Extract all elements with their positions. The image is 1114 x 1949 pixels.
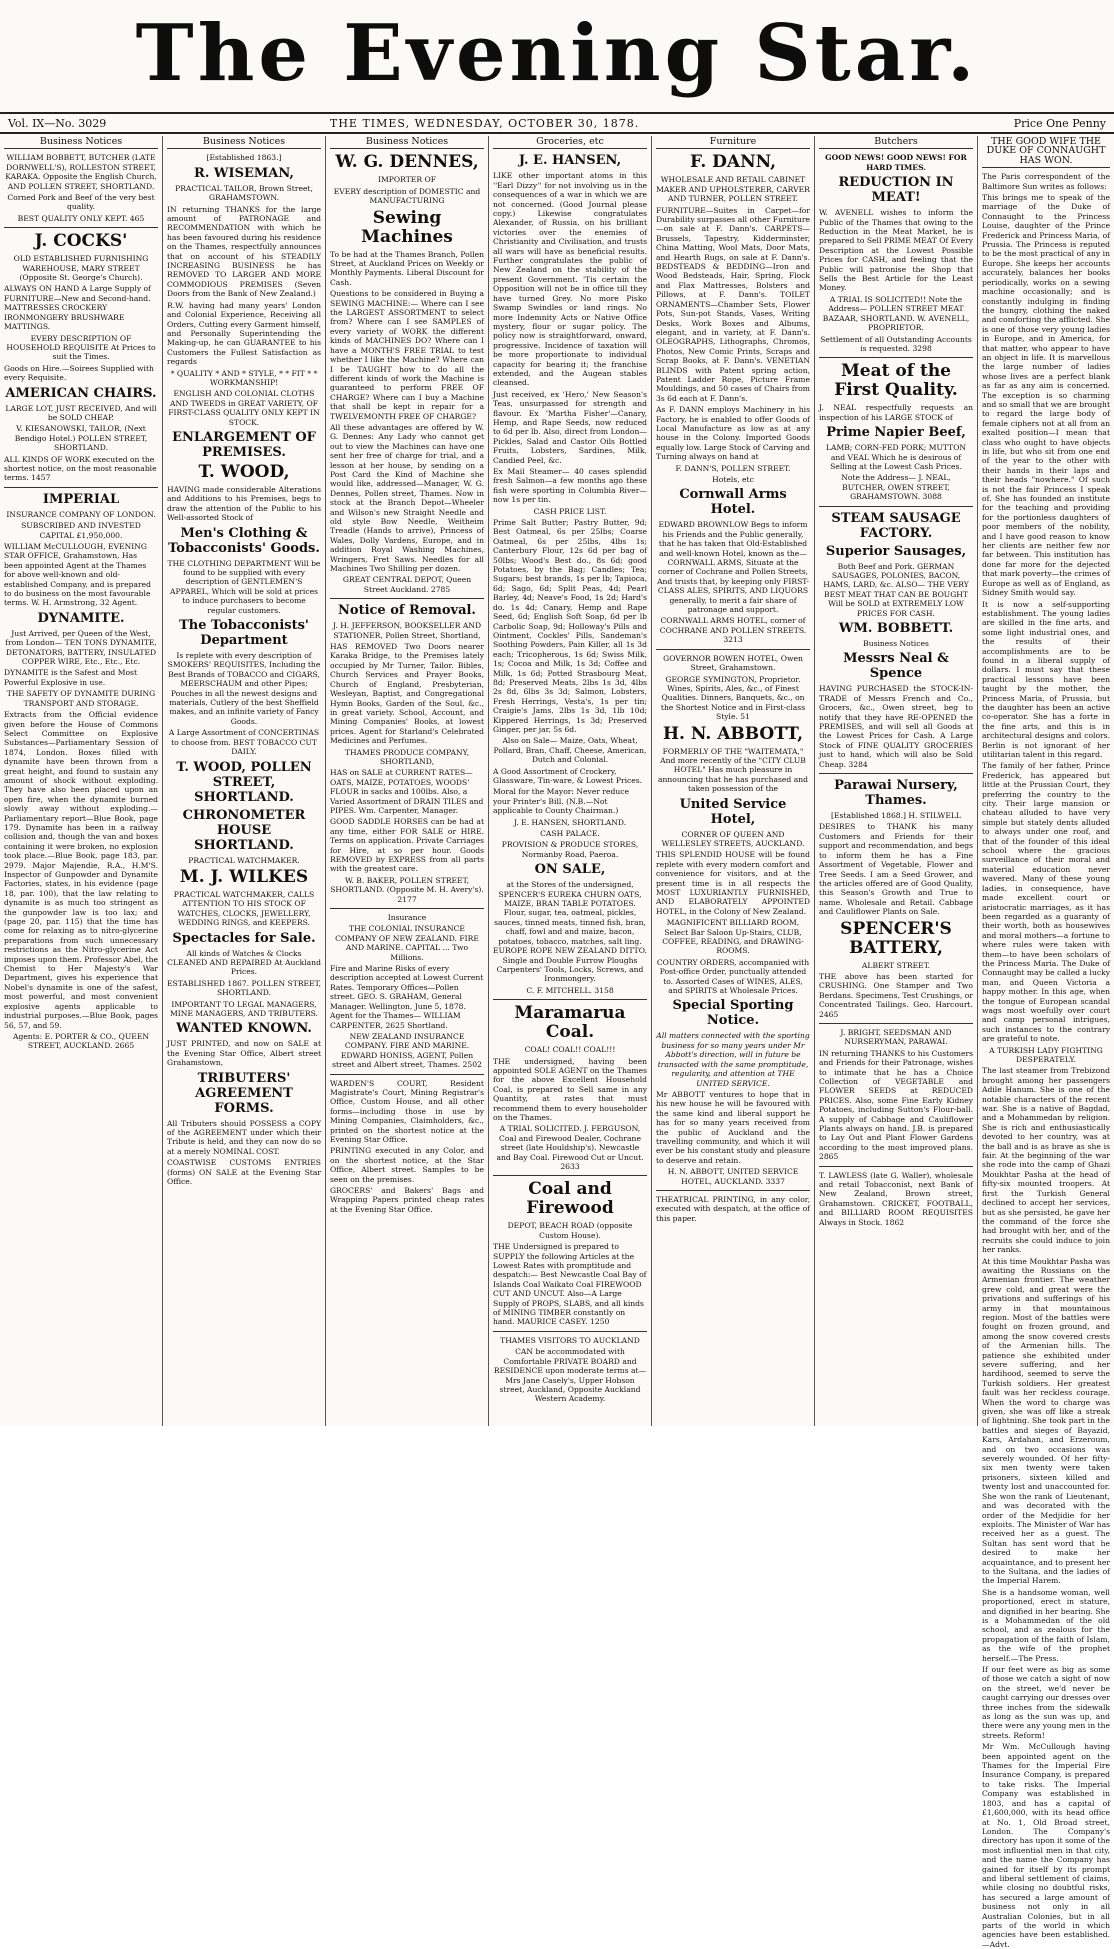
advertisement-text: FURNITURE—Suites in Carpet—for Durability surpasses all other Furniture—on sale at F. Dann's. CARPETS—Brussels, Tapestry, Kidderminster, China Matting, Wool Mats, Door Mats, and Hearth Rugs, on sale at F. Dann's. BEDSTEADS & BEDDING—Iron and Wood Bedsteads, Hair, Spring, Flock and Flax Mattresses, Bolsters and Pillows, at F. Dann's. TOILET ORNAMENTS—Chamber Sets, Flower Pots, Sun-pot Stands, Vases, Writing Desks, Work Boxes and Albums, elegant, and in variety, at F. Dann's. OLEOGRAPHS, Lithographs, Chromos, Photos, New Comic Prints, Scraps and Scrap Books, at F. Dann's. VENETIAN BLINDS with Patent spring action, Patent Ladder Rope, Picture Frame Mouldings, and 50 cases of Chairs from 3s 6d each at F. Dann's. [656, 205, 810, 403]
advertisement-text: [Established 1868.] H. STILWELL [831, 811, 961, 821]
advertisement-text: T. WOOD, [198, 461, 290, 482]
advertisement-text: Men's Clothing & Tobacconists' Goods. [168, 525, 320, 556]
advertisement-text: Insurance [387, 913, 427, 923]
advertisement-text: OLD ESTABLISHED FURNISHING WAREHOUSE, MARY STREET (Opposite St. George's Church). [13, 254, 149, 283]
advertisement-text: Special Sporting Notice. [672, 998, 794, 1029]
advertisement-text: J. H. JEFFERSON, BOOKSELLER AND STATIONER, Pollen Street, Shortland, [332, 621, 482, 640]
column-heading: Groceries, etc [493, 136, 647, 149]
advertisement-text: Hotels, etc [712, 475, 754, 484]
advertisement-text: R. WISEMAN, [194, 165, 294, 181]
advertisement-text: To be had at the Thames Branch, Pollen Street, at Auckland Prices on Weekly or Monthly Payments. Liberal Discount for Cash. [330, 249, 484, 287]
columns [0, 136, 1114, 1949]
advertisement-text: THE Undersigned is prepared to SUPPLY the following Articles at the Lowest Rates with promptitude and despatch:— Best Newcastle Coal Bay of Islands Coal Waikato Coal FIREWOOD CUT AND UNCUT. Also—A Large Supply of PROPS, SLABS, and all kinds of MINING TIMBER constantly on hand. MAURICE CASEY. 1250 [493, 1242, 647, 1327]
advertisement-text: It is now a self-supporting establishment. The young ladies are skilled in the fine arts, and some light industrial ones, and the results of their accomplishments are to be found in a liberal supply of dollars. I must say that these practical lessons have been taught by the mother, the Princess Maria, of Prussia, but the daughter has been an active co-operator. She has a forte in the fine arts, and this is in architectural designs and colors. Berlin is not ignorant of her utilitarian talent in this regard. [982, 599, 1110, 759]
advertisement-text: IMPORTANT TO LEGAL MANAGERS, MINE MANAGERS, AND TRIBUTERS. [170, 999, 318, 1018]
advertisement-text: A Good Assortment of Crockery, Glassware, Tin-ware, & Lowest Prices. [493, 766, 643, 785]
advertisement-text: CASH PRICE LIST. [533, 506, 607, 516]
advertisement-text: WM. BOBBETT. [838, 621, 954, 636]
advertisement-text: THIS SPLENDID HOUSE will be found replete with every modern comfort and convenience for visitors, and at the present time is in all respects the MOST LUXURIANTLY FURNISHED, AND ELABORATELY APPOINTED HOTEL, in the Colony of New Zealand. [656, 850, 810, 916]
advertisement-text: ON SALE, [534, 862, 606, 878]
advertisement-text: A TRIAL SOLICITED. J. FERGUSON, Coal and Firewood Dealer, Cochrane street (late Houldship's). Newcastle and Bay Coal. Firewood Cut or Uncut. 2633 [496, 1124, 644, 1171]
advertisement-text: * QUALITY * AND * STYLE, * * FIT * * WORKMANSHIP! [170, 368, 318, 387]
advertisement-text: CAN be accommodated with Comfortable PRIVATE BOARD and RESIDENCE upon moderate terms at— Mrs Jane Casely's, Upper Hobson street, Auckland, Opposite Auckland Western Academy. [493, 1347, 647, 1404]
advertisement-text: Goods on Hire.—Soirees Supplied with every Requisite. [4, 363, 154, 383]
advertisement-text: J. E. HANSEN, [518, 153, 622, 169]
advertisement-text: HAS REMOVED Two Doors nearer Karaka Bridge, to the Premises lately occupied by Mr Turner, Tailor. Bibles, Church Services and Prayer Books, Church of England, Presbyterian, Wesleyan, Baptist, and Congregational Hymn Books, Garden of the Soul, &c., in great variety. School, Account, and Mining Companies' Books, at lowest prices. Agent for Starland's Celebrated Medicines and Perfumes. [330, 642, 484, 746]
advertisement-text: LARGE LOT, JUST RECEIVED, And will be SOLD CHEAP. [5, 403, 157, 422]
divider [819, 1023, 973, 1024]
advertisement-text: HAVING made considerable Alterations and Additions to his Premises, begs to draw the attention of the Public to his Well-assorted Stock of [167, 484, 321, 523]
column-7 [978, 136, 1114, 1949]
column-2 [163, 136, 326, 1426]
advertisement-text: ALWAYS ON HAND A Large Supply of FURNITURE—New and Second-hand. MATTRESSES CROCKERY IRONMONGERY BRUSHWARE MATTINGS. [4, 284, 151, 332]
advertisement-text: The last steamer from Trebizond brought among her passengers Adile Hanum. She is one of the notable characters of the recent war. She is a native of Bagdad, and a Mohammedan by religion. She is rich and enthusiastically devoted to her country, was at the ball and is as brave as she is fair. At the beginning of the war she rode into the camp of Ghazi Moukhtar Pasha at the head of fifty-six mounted troopers. At first the Turkish General declined to accept her services, but as she persisted, he gave her the command of the force she had brought with her, and of the recruits she could induce to join her ranks. [982, 1066, 1110, 1255]
advertisement-text: LIKE other important atoms in this ''Earl Dizzy'' for not involving us in the consequences of a war in which we are not concerned. (Good Journal please copy.) Likewise congratulates Alexander, of Russia, on his brilliant victories over the enemies of Christianity and Civilisation, and trusts all wars will have as beneficial results. Further congratulates the public of New Zealand on the stability of the present Government. 'Tis certain the Opposition will not be in office till they have turned Grey. No more Pisko Swamp Swindles or land rings. No more Indemnity Acts or Native Office mystery, flour or sugar policy. The policy now is straightforward, onward, progressive. Incidence of taxation will be more proportionate to individual capacity for bearing it; the franchise extended, and the Augean stables cleansed. [493, 171, 647, 388]
divider [819, 357, 973, 358]
masthead [0, 0, 1114, 100]
advertisement-text: COASTWISE CUSTOMS ENTRIES (forms) ON SALE at the Evening Star Office. [167, 1158, 321, 1187]
advertisement-text: J. NEAL respectfully requests an inspection of his LARGE STOCK of [819, 403, 973, 422]
advertisement-text: COAL! COAL!! COAL!!! [524, 1045, 616, 1055]
advertisement-text: LAMB; CORN-FED PORK; MUTTON and VEAL Which he is desirous of Selling at the Lowest Cash Prices. [825, 443, 967, 471]
column-heading: THE GOOD WIFE THE DUKE OF CONNAUGHT HAS WON. [982, 136, 1110, 168]
advertisement-text: THE undersigned, having been appointed SOLE AGENT on the Thames for the above Excellent Household Coal, is prepared to Sell same in any Quantity, at rates that must recommend them to every householder on the Thames. [493, 1056, 647, 1122]
advertisement-text: DESIRES to THANK his many Customers and Friends for their support and recommendation, and begs to inform them he has a Fine Assortment of Vegetable, Flower and Tree Seeds. I am a Seed Grower, and the articles offered are of Good Quality, this Season's Growth and True to name. Wholesale and Retail. Cabbage and Cauliflower Plants on Sale. [819, 822, 973, 917]
advertisement-text: Is replete with every description of SMOKERS' REQUISITES, Including the Best Brands of TOBACCO and CIGARS, MEERSCHAUM and other Pipes; Pouches in all the newest designs and materials, Cutlery of the best Sheffield makes, and an infinite variety of Fancy Goods. [167, 651, 321, 726]
advertisement-text: ENLARGEMENT OF PREMISES. [172, 429, 316, 460]
advertisement-text: A TRIAL IS SOLICITED!! Note the Address— POLLEN STREET MEAT BAZAAR, SHORTLAND. W. AVENELL, PROPRIETOR. [822, 294, 970, 333]
dateline [0, 112, 1114, 134]
advertisement-text: WILLIAM McCULLOUGH, EVENING STAR OFFICE, Grahamstown, Has been appointed Agent at the Thames for above well-known and old-established Company, and is prepared to do business on the most favourable terms. W. H. Armstrong, 32 Agent. [4, 542, 152, 608]
price: Price One Penny [1013, 117, 1106, 130]
advertisement-text: Coal and Firewood [526, 1179, 614, 1219]
advertisement-text: J. BRIGHT, SEEDSMAN AND NURSERYMAN, PARAWAI. [840, 1027, 952, 1047]
advertisement-text: DYNAMITE is the Safest and Most Powerful Explosive in use. [4, 668, 138, 687]
divider [493, 1331, 647, 1332]
advertisement-text: W. B. BAKER, POLLEN STREET, SHORTLAND. (Opposite M. H. Avery's). 2177 [330, 875, 484, 904]
advertisement-text: ALBERT STREET. [861, 960, 931, 970]
advertisement-text: Meat of the First Quality. [834, 361, 958, 401]
advertisement-text: THAMES PRODUCE COMPANY, SHORTLAND, [344, 747, 470, 766]
advertisement-text: All matters connected with the sporting business for so many years under Mr Abbott's direction, will in future be transacted with the same promptitude, regularity, and attention at THE UNITED SERVICE. [656, 1031, 810, 1088]
advertisement-text: STEAM SAUSAGE FACTORY. [831, 510, 961, 541]
advertisement-text: WHOLESALE AND RETAIL CABINET MAKER AND UPHOLSTERER, CARVER AND TURNER, POLLEN STREET. [656, 175, 810, 204]
advertisement-text: ENGLISH AND COLONIAL CLOTHS AND TWEEDS in GREAT VARIETY, OF FIRST-CLASS QUALITY ONLY KEPT IN STOCK. [168, 389, 320, 427]
advertisement-text: All Tributers should POSSESS a COPY of the AGREEMENT under which their Tribute is held, and they can now do so at a merely NOMINAL COST. [167, 1118, 321, 1156]
advertisement-text: IMPORTER OF [378, 175, 436, 185]
advertisement-text: HAS on SALE at CURRENT RATES— OATS, MAIZE, POTATOES, WOODS' FLOUR in sacks and 100lbs. Also, a Varied Assortment of DRAIN TILES and PIPES. Wm. Carpenter, Manager. [330, 768, 484, 815]
advertisement-text: THE above has been started for CRUSHING. One Stamper and Two Berdans. Specimens, Test Crushings, or Concentrated Tailings. Geo. Harcourt. 2465 [819, 971, 973, 1019]
advertisement-text: Mr ABBOTT ventures to hope that in his new house he will be favoured with the same kind and liberal support he has for so many years received from the public of Auckland and the travelling community, and which it will ever be his constant study and pleasure to deserve and retain. [656, 1089, 810, 1165]
column-4 [489, 136, 652, 1426]
advertisement-text: PRINTING executed in any Color, and on the shortest notice, at the Star Office, Albert street. Samples to be seen on the premises. [330, 1146, 484, 1184]
advertisement-text: Business Notices [863, 639, 929, 648]
advertisement-text: As F. DANN employs Machinery in his Factory, he is enabled to offer Goods of Local Manufacture as low as at any house in the Colony. Imported Goods equally low. Large Stock of Carving and Turning always on hand at [656, 405, 810, 462]
advertisement-text: H. N. ABBOTT, [663, 723, 803, 744]
advertisement-text: IMPERIAL [42, 491, 120, 507]
advertisement-text: HAVING PURCHASED the STOCK-IN-TRADE of Messrs French and Co., Grocers, &c., Owen street, beg to notify that they have RE-OPENED the PREMISES, and will sell all Goods at the Lowest Prices for Cash. A Large Stock of FINE QUALITY GROCERIES just to hand, which will also be Sold Cheap. 3284 [819, 684, 973, 769]
advertisement-text: WILLIAM BOBBETT, BUTCHER (LATE DORNWELL'S), ROLLESTON STREET, KARAKA. Opposite the English Church, AND POLLEN STREET, SHORTLAND. [5, 153, 157, 191]
advertisement-text: PRACTICAL TAILOR, Brown Street, GRAHAMSTOWN. [175, 183, 313, 203]
advertisement-text: W. G. DENNES, [335, 152, 479, 173]
advertisement-text: Parawai Nursery, Thames. [834, 778, 958, 809]
advertisement-text: Just received, ex 'Hero,' New Season's Teas, unsurpassed for strength and flavour. Ex 'Martha Fisher'—Canary, Hemp, and Rape Seeds, now reduced to 6d per lb. Also, direct from London—Pickles, Salad and Castor Oils Bottled Fruits, Lobsters, Sardines, Milk, Candied Peel, &c. [493, 389, 647, 465]
advertisement-text: GEORGE SYMINGTON, Proprietor. Wines, Spirits, Ales, &c., of Finest Qualities. Dinners, Banquets, &c., on the Shortest Notice and in First-class Style. 51 [660, 674, 806, 722]
advertisement-text: EVERY DESCRIPTION OF HOUSEHOLD REQUISITE At Prices to suit the Times. [6, 333, 156, 362]
advertisement-text: CORNER OF QUEEN AND WELLESLEY STREETS, AUCKLAND. [661, 829, 805, 848]
advertisement-text: REDUCTION IN MEAT! [838, 175, 954, 206]
divider [330, 1074, 484, 1075]
advertisement-text: at the Stores of the undersigned, SPENCER'S EUREKA CHURN OATS, MAIZE, BRAN TABLE POTATOES. Flour, sugar, tea, oatmeal, pickles, sauces, tinned meats, tinned fish, bran, chaff, fowl and and maize, bacon, potatoes, tobacco, matches, salt ling. EUROPE ROPE NEW ZEALAND DITTO. Single and Double Furrow Ploughs Carpenters' Tools, Locks, Screws, and Ironmongery. [493, 880, 647, 984]
advertisement-text: Also on Sale— Maize, Oats, Wheat, Pollard, Bran, Chaff, Cheese, American, Dutch and Colonial. [493, 736, 647, 765]
divider [819, 1166, 973, 1167]
advertisement-text: ALL KINDS OF WORK executed on the shortest notice, on the most reasonable terms. 1457 [4, 454, 157, 483]
advertisement-text: Ex Mail Steamer— 40 cases splendid fresh Salmon—a few months ago these fish were sporting in Columbia River—now 1s per tin. [493, 467, 647, 505]
advertisement-text: GOOD SADDLE HORSES can be had at any time, either FOR SALE or HIRE. Terms on application. Private Carriages for Hire, at so per hour. Goods REMOVED by EXPRESS from all parts with the greatest care. [330, 817, 484, 874]
advertisement-text: Cornwall Arms Hotel. [679, 487, 787, 518]
divider [330, 598, 484, 599]
advertisement-text: A Large Assortment of CONCERTINAS to choose from. BEST TOBACCO CUT DAILY. [168, 728, 320, 757]
advertisement-text: NEW ZEALAND INSURANCE COMPANY. FIRE AND MARINE. EDWARD HONISS, AGENT, Pollen street and Albert street, Thames. 2502 [332, 1031, 482, 1070]
advertisement-text: Just Arrived, per Queen of the West, from London— TEN TONS DYNAMITE, DETONATORS, BATTERY, INSULATED COPPER WIRE, Etc., Etc., Etc. [5, 628, 157, 667]
advertisement-text: THE COLONIAL INSURANCE COMPANY OF NEW ZEALAND. FIRE AND MARINE. CAPITAL ... Two Millions. [335, 924, 479, 962]
advertisement-text: Corned Pork and Beef of the very best quality. [7, 193, 155, 212]
divider [656, 649, 810, 650]
advertisement-text: COUNTRY ORDERS, accompanied with Post-office Order, punctually attended to. Assorted Cases of WINES, ALES, and SPIRITS at Wholesale Prices. [656, 957, 810, 996]
divider [493, 1175, 647, 1176]
advertisement-text: T. WOOD, POLLEN STREET, SHORTLAND. [176, 759, 312, 805]
advertisement-text: INSURANCE COMPANY OF LONDON. [6, 509, 156, 519]
divider [4, 227, 158, 228]
advertisement-text: The Paris correspondent of the Baltimore Sun writes as follows: [982, 172, 1110, 191]
advertisement-text: Fire and Marine Risks of every description accepted at Lowest Current Rates. Temporary Offices—Pollen street. GEO. S. GRAHAM, General Manager. Wellington, June 5, 1878. Agent for the Thames— WILLIAM CARPENTER, 2625 Shortland. [330, 964, 484, 1030]
advertisement-text: T. LAWLESS (late G. Waller), wholesale and retail Tobacconist, next Bank of New Zealand, Brown street, Grahamstown. CRICKET, FOOTBALL, and BILLIARD ROOM REQUISITES Always in Stock. 1862 [819, 1170, 973, 1227]
advertisement-text: W. AVENELL wishes to inform the Public of the Thames that owing to the Reduction in the Meat Market, he is prepared to Sell PRIME MEAT Of Every Description at the Lowest Possible Prices for CASH, and feeling that the Public will patronise the Shop that Sells the Best Article for the Least Money. [819, 208, 973, 293]
advertisement-text: WARDEN'S COURT, Resident Magistrate's Court, Mining Registrar's Office, Custom House, and all other forms—including those in use by Mining Companies, Claimholders, &c., printed on the shortest notice at the Evening Star Office. [330, 1078, 484, 1144]
advertisement-text: United Service Hotel, [679, 796, 787, 827]
advertisement-text: WANTED KNOWN. [176, 1021, 312, 1037]
advertisement-text: JUST PRINTED, and now on SALE at the Evening Star Office, Albert street Grahamstown, [167, 1039, 321, 1068]
column-heading: Business Notices [4, 136, 158, 149]
column-6 [815, 136, 978, 1426]
advertisement-text: ESTABLISHED 1867. POLLEN STREET, SHORTLAND. [167, 978, 321, 998]
advertisement-text: The Tobacconists' Department [179, 618, 309, 649]
advertisement-text: GOVERNOR BOWEN HOTEL, Owen Street, Grahamstown. [663, 653, 803, 673]
column-3 [326, 136, 489, 1426]
advertisement-text: R.W. having had many years' London and Colonial Experience, Receiving all Orders, Cutting every Garment himself, and Personally Superintending the Making-up, he can GUARANTEE to his Customers the Fullest Satisfaction as regards [167, 300, 321, 367]
column-5 [652, 136, 815, 1426]
advertisement-text: At this time Moukhtar Pasha was awaiting the Russians on the Armenian frontier. The weather grew cold, and great were the privations and sufferings of his army in that mountainous region. Most of the battles were fought on frozen ground, and among the snow covered crests of the Armenian hills. The patience she exhibited under severe suffering, and her hardihood, seemed to serve the Turkish soldiers. Her greatest fault was her reckless courage. When the word to charge was given, she was off like a streak of lightning. She took part in the battles and sieges of Bayazid, Kars, Ardahan, and Erzeroum, and on two occasions was severely wounded. Of her fifty-six men twenty were taken prisoners, sixteen killed and twenty lost and unaccounted for. She won the rank of Lieutenant, and was decorated with the order of the Medjidie for her exploits. The Minister of War has received her as a guest. The Sultan has sent word that he desired to make her acquaintance, and to present her to the Sultana, and the ladies of the Imperial Harem. [982, 1256, 1110, 1586]
advertisement-text: Messrs Neal & Spence [843, 651, 949, 682]
advertisement-text: M. J. WILKES [179, 866, 309, 887]
advertisement-text: This brings me to speak of the marriage of the Duke of Connaught to the Princess Louise, daughter of the Prince Frederick and Princess Maria, of Prussia. The Princess is reputed to be the most practical of any in Europe. She keeps her accounts accurately, balances her books periodically, works on a sewing machine occasionally; and is constantly indulging in finding the hungry, clothing the naked and comforting the afflicted. She is one of those very young ladies in Europe, and in America, for that matter, who appear to have an object in life. It is marvellous the large number of ladies whose lives are a perfect blank as far as any aim is concerned. The exception is so charming and so small that we are brought to regard the large body of female ciphers not at all from an exalted position—I mean that class who ought to have objects in life, but who sit from one end of the year to the other with their hands in their laps and their heads "nowhere." Of such is not the fair Princess I speak of. She has founded an institute for the teaching and providing for the portionless daughters of poor members of the nobility, and I have good reason to know her clients are neither few nor far between. This institution has done far more for the dejected that mark poverty—the crimes of Europe as well as of England, as Sidney Smith would say. [982, 193, 1110, 598]
advertisement-text: F. DANN'S, POLLEN STREET. [675, 463, 791, 473]
advertisement-text: Both Beef and Pork. GERMAN SAUSAGES, POLONIES, BACON, HAMS, LARD, &c. ALSO— THE VERY BEST MEAT THAT CAN BE BOUGHT Will be SOLD at EXTREMELY LOW PRICES FOR CASH. [823, 561, 969, 618]
advertisement-text: Spectacles for Sale. [172, 930, 316, 946]
advertisement-text: THAMES VISITORS TO AUCKLAND [500, 1335, 640, 1345]
advertisement-text: If our feet were as big as some of those we catch a sight of now on the street, we'd never be caught carrying our dresses over three inches from the sidewalk as long as the sun was up, and there were any young men in the streets. Reform! [982, 1665, 1110, 1740]
advertisement-text: EVERY description of DOMESTIC and MANUFACTURING [333, 186, 481, 206]
advertisement-text: THE CLOTHING DEPARTMENT Will be found to be supplied with every description of GENTLEMEN'S APPAREL, Which will be sold at prices to induce purchasers to become regular customers. [167, 558, 321, 615]
advertisement-text: Prime Salt Butter; Pastry Butter, 9d; Best Oatmeal, 6s per 25lbs; Coarse Oatmeal, 6s per 25lbs, 4lbs 1s; Canterbury Flour, 12s 6d per bag of 50lbs; Wood's Best do., 8s 6d; good Potatoes, by the Bag; Candles; Tea; Sugars; best brands, 1s per lb; Tapioca, 6d; Sago, 6d; Split Peas, 4d; Pearl Barley, 4d; Neave's Food, 1s 2d; Hard's do. 1s 4d; Canary, Hemp and Rape Seed, 6d; English Soft Soap, 6d per lb Carbolic Soap, 9d; Holloway's Pills and Ointment, Cockles' Pills, Sandeman's Soothing Powders, Pain Killer, all 1s 3d each; Tricopherous, 1s 6d; Swiss Milk, 1s; Cocoa and Milk, 1s 3d; Coffee and Milk, 1s 6d; Potted Strasbourg Meat, 8d; Preserved Meats, 2lbs 1s 3d, 4lbs 2s 8d, 6lbs 3s 3d; Salmon, Lobsters, Fresh Herrings, Vesta's, 1s per tin; Craigie's Jams, 2lbs 1s 3d, 1lb 10d; Kippered Herrings, 1s 3d; Preserved Ginger, per jar, 5s 6d. [493, 518, 647, 734]
advertisement-text: SPENCER'S BATTERY, [840, 918, 952, 958]
advertisement-text: Agents: E. PORTER & CO., QUEEN STREET, AUCKLAND. 2665 [12, 1031, 150, 1051]
column-heading: Butchers [819, 136, 973, 149]
advertisement-text: Superior Sausages, [825, 543, 967, 559]
advertisement-text: The family of her father, Prince Frederick, has appeared but little at the Prussian Court, they preferring the country to the city. Their large mansion or chateau alluded to have very simple but stately dents alluded to always under one roof, and that of the founder of this ideal school where the gracious surveillance of their moral and material education never wavered. Many of these young ladies, in consequence, have made excellent court or aristocratic marriages, as it has been regarded as a guaranty of their worth, both as housewives and moral mothers—a fortune to where rules were taken with them—to have been scholars of the Princess Maria. The Duke of Connaught may be called a lucky man, and Queen Victoria a happy mother. In this age, when the tongue of European scandal wags most woefully over court and camp personal intrigues, such instances to the contrary are grateful to note. [982, 761, 1110, 1044]
advertisement-text: Questions to be considered in Buying a SEWING MACHINE:— Where can I see the LARGEST ASSORTMENT to select from? Where can I see SAMPLES of every variety of WORK the different kinds of MACHINES DO? Where can I have a MONTH'S FREE TRIAL to test whether I like the Machine? Where can I be TAUGHT how to do all the different kinds of work the Machine is guaranteed to perform FREE OF CHARGE? Where can I buy a Machine that shall be kept in repair for a TWELVEMONTH FREE OF CHARGE? [330, 289, 484, 421]
divider [4, 487, 158, 488]
advertisement-text: TRIBUTERS' AGREEMENT FORMS. [195, 1070, 293, 1116]
advertisement-text: V. KIESANOWSKI, TAILOR, (Next Bendigo Hotel.) POLLEN STREET, SHORTLAND. [14, 424, 148, 453]
advertisement-text: Note the Address— J. NEAL, BUTCHER, OWEN STREET, GRAHAMSTOWN. 3088 [841, 473, 951, 502]
advertisement-text: THE SAFETY OF DYNAMITE DURING TRANSPORT AND STORAGE. [6, 689, 156, 708]
advertisement-text: DEPOT, BEACH ROAD (opposite Custom House). [507, 1221, 633, 1240]
advertisement-text: All these advantages are offered by W. G. Dennes: Any Lady who cannot get out to view the Machines can have one sent her free of charge for trial, and a lesson at her house, by sending on a Post Card the Kind of Machine she would like, addressed—Manager, W. G. Dennes, Pollen street, Thames. Now in stock at the Branch Depot—Wheeler and Wilson's new Straight Needle and old style Bow Needle, Weitheim Treadle (Hands to arrive), Princess of Wales, Dolly Vardens, Europe, and in addition Royal Washing Machines, Wringers, Fret Saws. Needles for all Machines Two Shilling per dozen. [330, 422, 484, 574]
advertisement-text: CHRONOMETER HOUSE SHORTLAND. [182, 807, 306, 853]
issue-date: THE TIMES, WEDNESDAY, OCTOBER 30, 1878. [330, 117, 640, 130]
advertisement-text: MAGNIFICENT BILLIARD ROOM, Select Bar Saloon Up-Stairs, CLUB, COFFEE, READING, and DRAWING-ROOMS. [662, 918, 804, 956]
advertisement-text: Settlement of all Outstanding Accounts is requested. 3298 [820, 334, 972, 353]
advertisement-text: GREAT CENTRAL DEPOT, Queen Street Auckland. 2785 [342, 575, 472, 594]
advertisement-text: H. N. ABBOTT, UNITED SERVICE HOTEL, AUCKLAND. 3337 [667, 1167, 799, 1186]
column-heading: Business Notices [167, 136, 321, 149]
advertisement-text: Sewing Machines [361, 207, 453, 247]
advertisement-text: Moral for the Mayor: Never reduce your Printer's Bill. (N.B.—Not applicable to County Chairman.) [493, 787, 629, 816]
advertisement-text: GOOD NEWS! GOOD NEWS! FOR HARD TIMES. [825, 153, 967, 172]
advertisement-text: Maramarua Coal. [514, 1003, 626, 1043]
advertisement-text: She is a handsome woman, well proportioned, erect in stature, and dignified in her bearing. She is a Mohammedan of the old school, and as zealous for the propagation of the faith of Islam, as the wife of the prophet herself.—The Press. [982, 1587, 1110, 1663]
advertisement-text: BEST QUALITY ONLY KEPT. 465 [17, 213, 145, 223]
advertisement-text: CASH PALACE. [540, 829, 600, 839]
advertisement-text: EDWARD BROWNLOW Begs to inform his Friends and the Public generally, that he has taken that Old-Established and well-known Hotel, known as the—CORNWALL ARMS, Situate at the corner of Cochrane and Pollen Streets, And trusts that, by keeping only FIRST-CLASS ALES, SPIRITS, AND LIQUORS generally, to merit a fair share of patronage and support. [657, 520, 809, 615]
advertisement-text: Notice of Removal. [338, 603, 476, 619]
advertisement-text: All kinds of Watches & Clocks CLEANED AND REPAIRED At Auckland Prices. [167, 948, 321, 977]
advertisement-text: F. DANN, [689, 152, 777, 173]
column-heading: Furniture [656, 136, 810, 149]
column-heading: Business Notices [330, 136, 484, 149]
advertisement-text: J. COCKS' [34, 231, 128, 252]
advertisement-text: PRACTICAL WATCHMAKER. [188, 855, 300, 865]
divider [493, 999, 647, 1000]
advertisement-text: J. E. HANSEN, SHORTLAND. [513, 817, 627, 827]
divider [330, 908, 484, 909]
divider [656, 1190, 810, 1191]
advertisement-text: [Established 1863.] [206, 153, 282, 163]
advertisement-text: Mr Wm. McCullough having been appointed agent on the Thames for the Imperial Fire Insurance Company, is prepared to take risks. The Imperial Company was established in 1803, and has a capital of £1,600,000, with its head office at No. 1, Old Broad street, London. The Company's directory has upon it some of the most influential men in that city, and the name the Company has gained for itself by its prompt and liberal settlement of claims, while closing no doubtful risks, has secured a large amount of business not only in all Australian Colonies, but in all parts of the world in which agencies have been established.—Advt. [982, 1742, 1110, 1949]
advertisement-text: PROVISION & PRODUCE STORES, Normanby Road, Paeroa. [501, 840, 639, 859]
advertisement-text: Prime Napier Beef, [826, 425, 966, 441]
advertisement-text: PRACTICAL WATCHMAKER, CALLS ATTENTION TO HIS STOCK OF WATCHES, CLOCKS, JEWELLERY, WEDDING RINGS, and KEEPERS. [173, 889, 315, 928]
advertisement-text: FORMERLY OF THE "WAITEMATA," And more recently of the "CITY CLUB HOTEL" Has much pleasure in announcing that he has purchased and taken possession of the [658, 746, 808, 794]
advertisement-text: Extracts from the Official evidence given before the House of Commons Select Committee on Explosive Substances—Parliamentary Session of 1874, London. Boxes filled with dynamite have been thrown from a great height, and found to sustain any amount of shock without exploding. They have also been placed upon an open fire, when the dynamite burned slowly away without exploding.—Parliamentary report—Blue Book, page 179. Dynamite has been in a railway collision and, though the van and boxes containing it were broken, no explosion took place.—Blue Book, page 183, par. 2979. Major Majendie, R.A., H.M'S. Inspector of Gunpowder and Dynamite Factories, states, in his evidence (page 18, par. 100), that the law relating to dynamite is as much too stringent as the gunpowder law is too lax; and (page 20, par. 115) that the time has come for relaxing as to nitro-glycerine preparations from such unnecessary restrictions as the Nitro-glycerine Act imposes upon them. Professor Abel, the Chemist to Her Majesty's War Department, gives his experience that Nobel's dynamite is one of the safest, most powerful, and most convenient explosive agents applicable to industrial purposes.—Blue Book, pages 56, 57, and 59. [4, 710, 158, 1030]
advertisement-text: AMERICAN CHAIRS. [5, 385, 157, 401]
column-1 [0, 136, 163, 1426]
advertisement-text: A TURKISH LADY FIGHTING DESPERATELY. [989, 1045, 1103, 1064]
advertisement-text: GROCERS' and Bakers' Bags and Wrapping Papers printed cheap rates at the Evening Star Office. [330, 1186, 484, 1214]
advertisement-text: IN returning THANKS for the large amount of PATRONAGE and RECOMMENDATION with which he has been favoured during his residence on the Thames, respectfully announces that on account of his STEADILY INCREASING BUSINESS he has REMOVED TO LARGER AND MORE COMMODIOUS PREMISES (Seven Doors from the Bank of New Zealand.) [167, 204, 321, 299]
advertisement-text: THEATRICAL PRINTING, in any color, executed with despatch, at the office of this paper. [656, 1194, 810, 1223]
advertisement-text: CORNWALL ARMS HOTEL, corner of COCHRANE AND POLLEN STREETS. 3213 [659, 616, 807, 645]
advertisement-text: SUBSCRIBED AND INVESTED CAPITAL £1,950,000. [21, 521, 141, 540]
advertisement-text: DYNAMITE. [37, 610, 125, 626]
advertisement-text: C. F. MITCHELL. 3158 [526, 985, 614, 995]
advertisement-text: IN returning THANKS to his Customers and Friends for their Patronage, wishes to intimate that he has a Choice Collection of VEGETABLE and FLOWER SEEDS at REDUCED PRICES. Also, some Fine Early Kidney Potatoes, including Sutton's Flour-ball. A supply of Cabbage and Cauliflower Plants always on hand. J.B. is prepared to Lay Out and Plant Flower Gardens according to the most improved plans. 2865 [819, 1048, 973, 1162]
divider [819, 506, 973, 507]
divider [819, 773, 973, 774]
newspaper-title: The Evening Star. [135, 8, 979, 99]
volume-number: Vol. IX—No. 3029 [8, 117, 107, 130]
